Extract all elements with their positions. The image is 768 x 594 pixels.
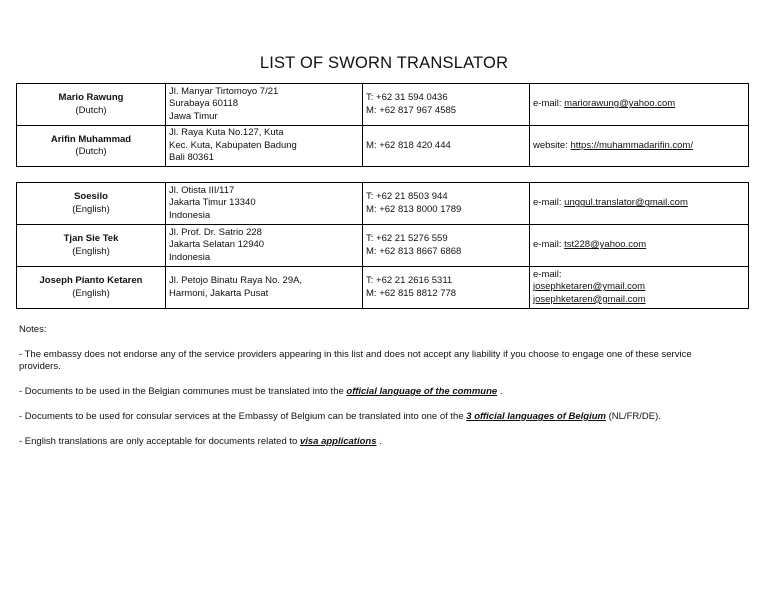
official-language-commune-link[interactable]: official language of the commune bbox=[346, 386, 498, 397]
address-cell bbox=[166, 84, 363, 126]
table-row bbox=[17, 267, 749, 309]
email-link[interactable]: josephketaren@ymail.com bbox=[533, 281, 646, 293]
translator-name: Arifin Muhammad bbox=[50, 133, 132, 145]
table-row bbox=[17, 225, 749, 267]
note-consular bbox=[19, 411, 731, 423]
note-communes bbox=[19, 386, 731, 398]
translator-name: Soesilo bbox=[74, 191, 108, 202]
table-row bbox=[17, 126, 749, 167]
phone-line: M: +62 818 420 444 bbox=[366, 139, 451, 151]
address-cell bbox=[166, 225, 363, 267]
address-line: Indonesia bbox=[169, 251, 211, 263]
translator-language: (Dutch) bbox=[75, 104, 107, 116]
contact-prefix: e-mail: bbox=[533, 197, 565, 209]
official-languages-belgium-link[interactable]: 3 official languages of Belgium bbox=[466, 411, 606, 422]
address-line: Jl. Prof. Dr. Satrio 228 bbox=[169, 226, 262, 238]
note-text: - English translations are only acceptable for documents related to bbox=[19, 436, 300, 447]
table-row bbox=[17, 84, 749, 126]
phone-line: T: +62 21 5276 559 bbox=[366, 233, 448, 244]
visa-applications-link[interactable]: visa applications bbox=[299, 436, 377, 447]
translator-name: Mario Rawung bbox=[58, 92, 124, 103]
note-text: - Documents to be used in the Belgian communes must be translated into the bbox=[19, 386, 347, 397]
translator-name-cell bbox=[17, 126, 166, 167]
notes-heading: Notes: bbox=[19, 324, 47, 335]
table-row bbox=[17, 183, 749, 225]
phone-line: T: +62 21 2616 5311 bbox=[366, 275, 453, 286]
contact-prefix: e-mail: bbox=[533, 268, 562, 280]
note-text: (NL/FR/DE). bbox=[605, 411, 661, 422]
notes-section bbox=[19, 324, 731, 448]
address-line: Jl. Raya Kuta No.127, Kuta bbox=[169, 127, 284, 139]
contact-prefix: website: bbox=[533, 139, 571, 151]
translator-language: (English) bbox=[72, 287, 110, 299]
translator-language: (English) bbox=[72, 245, 110, 257]
email-link[interactable]: unggul.translator@gmail.com bbox=[564, 197, 688, 209]
contact-cell bbox=[530, 267, 749, 309]
translator-name-cell bbox=[17, 267, 166, 309]
translator-name-cell bbox=[17, 183, 166, 225]
note-text: . bbox=[497, 386, 503, 397]
phone-line: M: +62 815 8812 778 bbox=[366, 287, 457, 299]
contact-cell bbox=[530, 225, 749, 267]
note-disclaimer: - The embassy does not endorse any of the service providers appearing in this list and does not accept any liability if you choose to engage one of these service providers. bbox=[19, 349, 692, 372]
note-english bbox=[19, 436, 731, 448]
translator-name-cell bbox=[17, 225, 166, 267]
note-text: - Documents to be used for consular services at the Embassy of Belgium can be translated into one of the bbox=[19, 411, 467, 422]
address-line: Jakarta Timur 13340 bbox=[169, 197, 256, 209]
contact-prefix: e-mail: bbox=[533, 239, 565, 251]
phone-line: T: +62 31 594 0436 bbox=[366, 92, 448, 103]
phone-line: M: +62 813 8667 6868 bbox=[366, 245, 462, 257]
phone-line: M: +62 817 967 4585 bbox=[366, 104, 457, 116]
address-cell bbox=[166, 267, 363, 309]
address-line: Jawa Timur bbox=[169, 110, 218, 122]
translator-language: (Dutch) bbox=[75, 146, 107, 157]
email-link[interactable]: josephketaren@gmail.com bbox=[533, 293, 646, 305]
email-link[interactable]: tst228@yahoo.com bbox=[564, 239, 647, 251]
phone-cell bbox=[363, 267, 530, 309]
website-link[interactable]: https://muhammadarifin.com/ bbox=[570, 139, 693, 151]
translator-name-cell bbox=[17, 84, 166, 126]
address-line: Jl. Petojo Binatu Raya No. 29A, bbox=[169, 275, 303, 286]
translator-language: (English) bbox=[72, 203, 110, 215]
translators-table-english bbox=[16, 182, 749, 309]
address-cell bbox=[166, 126, 363, 167]
phone-cell bbox=[363, 183, 530, 225]
address-line: Bali 80361 bbox=[169, 152, 214, 164]
phone-cell bbox=[363, 225, 530, 267]
page-title: LIST OF SWORN TRANSLATOR bbox=[259, 54, 509, 72]
contact-prefix: e-mail: bbox=[533, 98, 565, 110]
note-text: . bbox=[376, 436, 382, 447]
phone-line: T: +62 21 8503 944 bbox=[366, 191, 448, 202]
address-line: Jl. Otista III/117 bbox=[169, 184, 235, 196]
phone-cell bbox=[363, 126, 530, 167]
translators-table-dutch bbox=[16, 83, 749, 167]
phone-cell bbox=[363, 84, 530, 126]
address-line: Jakarta Selatan 12940 bbox=[169, 239, 265, 251]
email-link[interactable]: mariorawung@yahoo.com bbox=[564, 98, 676, 110]
address-line: Kec. Kuta, Kabupaten Badung bbox=[169, 139, 297, 151]
address-cell bbox=[166, 183, 363, 225]
address-line: Harmoni, Jakarta Pusat bbox=[169, 287, 269, 299]
address-line: Jl. Manyar Tirtomoyo 7/21 bbox=[169, 85, 279, 97]
contact-cell bbox=[530, 84, 749, 126]
contact-cell bbox=[530, 126, 749, 167]
contact-cell bbox=[530, 183, 749, 225]
address-line: Indonesia bbox=[169, 209, 211, 221]
address-line: Surabaya 60118 bbox=[169, 98, 239, 110]
phone-line: M: +62 813 8000 1789 bbox=[366, 203, 462, 215]
translator-name: Joseph Pianto Ketaren bbox=[39, 275, 143, 286]
translator-name: Tjan Sie Tek bbox=[63, 233, 119, 244]
